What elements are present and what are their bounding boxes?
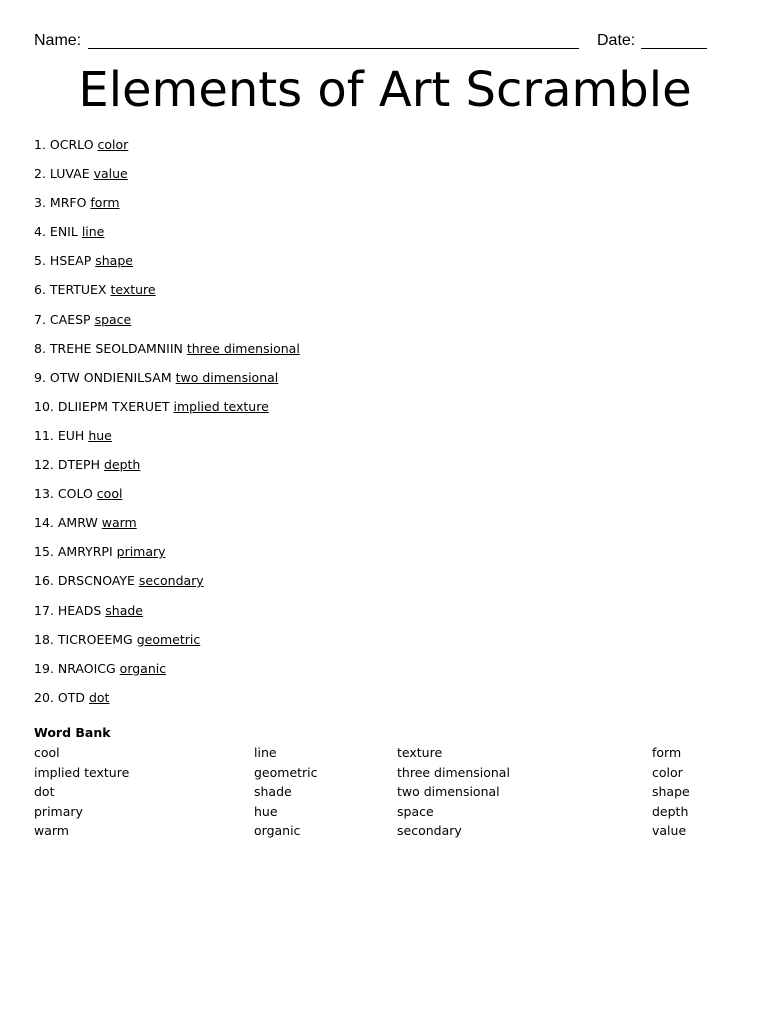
question-item: [34, 631, 300, 660]
name-blank-line: [88, 48, 579, 49]
word-bank-word: primary: [34, 803, 83, 819]
scrambled-word: DTEPH: [57, 457, 100, 473]
scrambled-word: TICROEEMG: [57, 631, 133, 647]
word-bank-word: three dimensional: [397, 764, 510, 780]
scrambled-word: AMRW: [57, 515, 98, 531]
answer-word: implied texture: [173, 398, 269, 414]
answer-word: secondary: [138, 573, 204, 589]
scrambled-word: TREHE SEOLDAMNIIN: [49, 340, 183, 356]
question-item: [34, 602, 300, 631]
answer-word: geometric: [136, 631, 201, 647]
scrambled-word: ENIL: [49, 224, 78, 240]
question-number: 3.: [34, 195, 46, 211]
question-number: 15.: [34, 544, 54, 560]
answer-word: line: [81, 224, 105, 240]
word-bank-word: shape: [652, 784, 690, 799]
answer-word: hue: [88, 427, 112, 443]
word-bank-column: [652, 744, 690, 842]
question-number: 12.: [34, 457, 54, 473]
answer-word: space: [94, 311, 132, 327]
question-item: [34, 514, 300, 543]
scrambled-word: MRFO: [49, 195, 87, 211]
answer-word: color: [97, 137, 129, 152]
question-item: [34, 543, 300, 572]
question-item: [34, 252, 300, 281]
scrambled-word: EUH: [57, 427, 85, 443]
word-bank: [34, 724, 734, 838]
question-item: [34, 311, 300, 340]
question-number: 19.: [34, 660, 54, 676]
question-item: [34, 165, 300, 194]
word-bank-word: color: [652, 764, 683, 780]
question-item: [34, 660, 300, 689]
answer-word: warm: [101, 515, 137, 531]
scrambled-word: TERTUEX: [49, 282, 107, 298]
scrambled-word: NRAOICG: [57, 660, 116, 676]
word-bank-word: cool: [34, 745, 60, 760]
word-bank-column: [254, 744, 318, 842]
question-item: [34, 340, 300, 369]
scrambled-word: LUVAE: [49, 166, 90, 182]
date-label: Date:: [597, 32, 636, 49]
scrambled-word: HSEAP: [49, 253, 92, 269]
answer-word: three dimensional: [186, 340, 300, 356]
answer-word: form: [90, 195, 120, 211]
word-bank-word: shade: [254, 784, 292, 799]
question-number: 8.: [34, 340, 46, 356]
question-number: 9.: [34, 369, 46, 385]
question-item: [34, 223, 300, 252]
word-bank-word: organic: [254, 823, 301, 838]
answer-word: cool: [96, 486, 123, 502]
answer-word: shape: [95, 253, 133, 269]
page-title: Elements of Art Scramble: [78, 62, 692, 118]
word-bank-word: implied texture: [34, 764, 130, 780]
question-item: [34, 689, 300, 718]
question-number: 4.: [34, 224, 46, 240]
question-number: 6.: [34, 282, 46, 298]
question-number: 2.: [34, 166, 46, 182]
answer-word: value: [93, 166, 128, 182]
word-bank-word: hue: [254, 803, 278, 819]
scrambled-word: OCRLO: [49, 137, 94, 152]
word-bank-word: dot: [34, 784, 55, 799]
answer-word: texture: [110, 282, 156, 298]
word-bank-word: depth: [652, 803, 689, 819]
answer-word: dot: [88, 689, 110, 705]
scrambled-word: OTW ONDIENILSAM: [49, 369, 172, 385]
question-item: [34, 485, 300, 514]
question-number: 13.: [34, 486, 54, 502]
answer-word: two dimensional: [175, 369, 279, 385]
word-bank-word: geometric: [254, 764, 318, 780]
scrambled-word: COLO: [57, 486, 93, 502]
question-number: 5.: [34, 253, 46, 269]
question-number: 1.: [34, 137, 46, 152]
word-bank-word: two dimensional: [397, 784, 500, 799]
question-number: 18.: [34, 631, 54, 647]
header: [34, 32, 709, 54]
question-number: 14.: [34, 515, 54, 531]
question-item: [34, 427, 300, 456]
question-item: [34, 369, 300, 398]
name-label: Name:: [34, 32, 82, 49]
scrambled-word: DRSCNOAYE: [57, 573, 135, 589]
word-bank-column: [397, 744, 510, 842]
question-list: [34, 136, 300, 718]
word-bank-word: form: [652, 745, 682, 760]
question-item: [34, 572, 300, 601]
word-bank-word: line: [254, 745, 277, 760]
scrambled-word: OTD: [57, 689, 85, 705]
date-blank-line: [641, 48, 707, 49]
answer-word: depth: [103, 457, 141, 473]
answer-word: shade: [105, 602, 144, 618]
answer-word: organic: [119, 660, 167, 676]
scrambled-word: HEADS: [57, 602, 102, 618]
word-bank-word: secondary: [397, 823, 462, 838]
word-bank-word: warm: [34, 823, 69, 838]
scrambled-word: AMRYRPI: [57, 544, 113, 560]
question-item: [34, 136, 300, 165]
word-bank-word: value: [652, 823, 687, 838]
question-item: [34, 194, 300, 223]
answer-word: primary: [116, 544, 166, 560]
word-bank-title: Word Bank: [34, 725, 111, 740]
question-number: 7.: [34, 311, 46, 327]
word-bank-word: texture: [397, 745, 443, 760]
question-number: 11.: [34, 427, 54, 443]
question-number: 20.: [34, 689, 54, 705]
word-bank-word: space: [397, 803, 434, 819]
scrambled-word: DLIIEPM TXERUET: [57, 398, 170, 414]
question-number: 10.: [34, 398, 54, 414]
scrambled-word: CAESP: [49, 311, 91, 327]
question-number: 16.: [34, 573, 54, 589]
question-number: 17.: [34, 602, 54, 618]
question-item: [34, 281, 300, 310]
question-item: [34, 456, 300, 485]
question-item: [34, 398, 300, 427]
word-bank-column: [34, 744, 129, 842]
